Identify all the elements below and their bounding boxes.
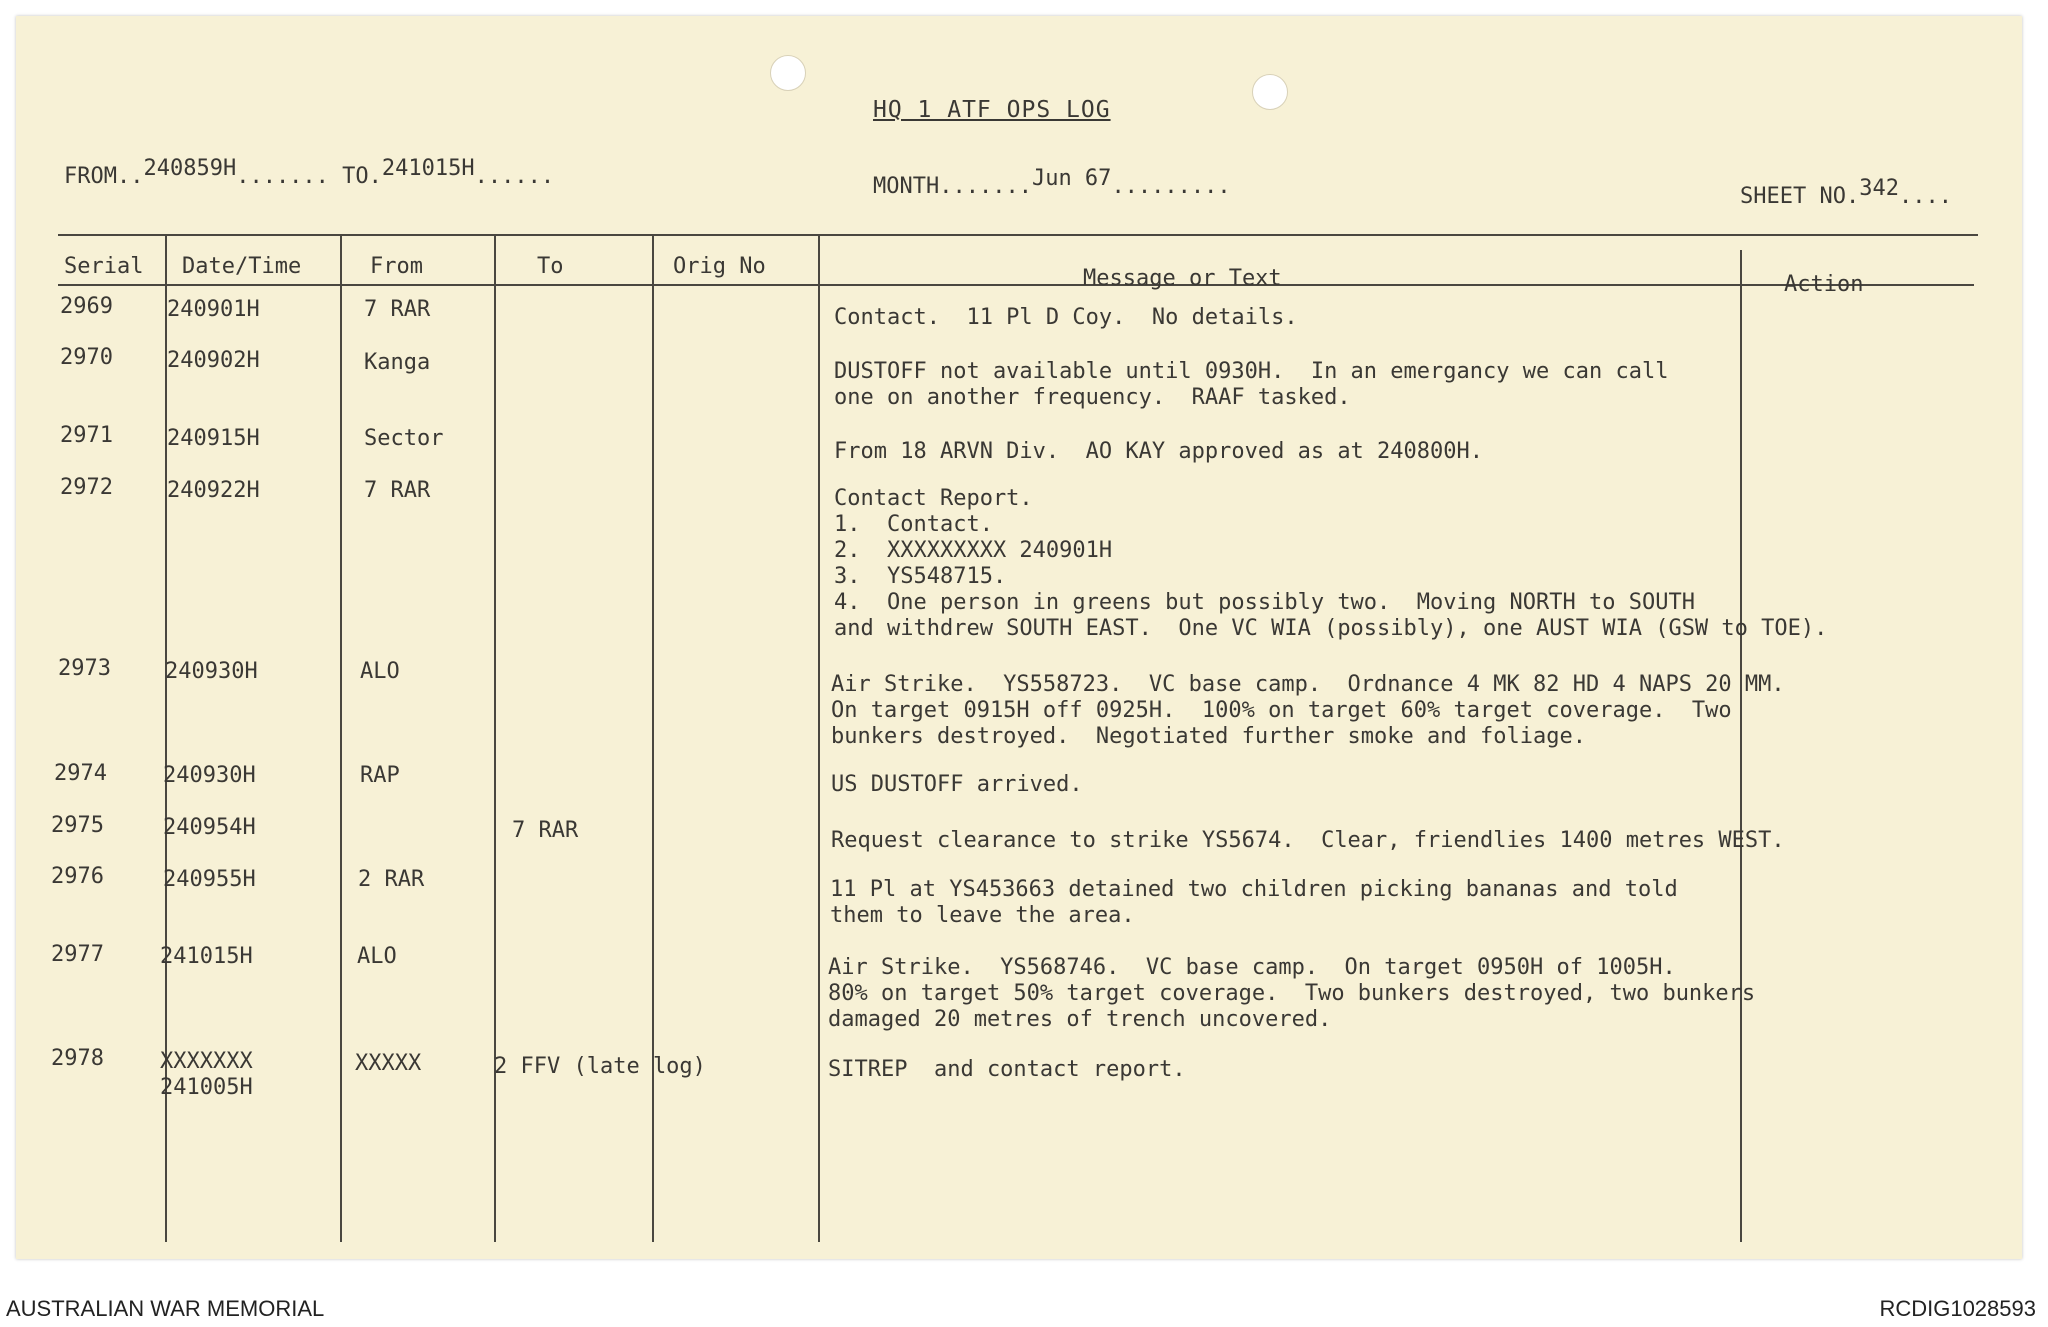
from-cell: ALO — [357, 944, 397, 969]
serial-cell: 2970 — [60, 345, 113, 370]
month-label: MONTH — [873, 174, 940, 199]
from-cell: 7 RAR — [364, 297, 431, 322]
log-title: HQ 1 ATF OPS LOG — [873, 97, 1111, 123]
datetime-cell: 240915H — [167, 426, 260, 451]
footer-credit: AUSTRALIAN WAR MEMORIAL — [6, 1296, 325, 1321]
from-cell: Sector — [364, 426, 444, 451]
message-cell: Request clearance to strike YS5674. Clear, friendlies 1400 metres WEST. — [831, 828, 1785, 853]
datetime-cell: 241015H — [160, 944, 253, 969]
from-value: 240859H — [143, 156, 237, 181]
column-header-orig: Orig No — [673, 254, 766, 279]
message-cell: Air Strike. YS568746. VC base camp. On target 0950H of 1005H. 80% on target 50% target coverage. Two bunkers destroyed, two bunkers damaged 20 metres of trench uncovered. — [828, 955, 1756, 1032]
serial-cell: 2978 — [51, 1046, 104, 1071]
from-cell: RAP — [360, 763, 400, 788]
from-cell: XXXXX — [355, 1051, 422, 1076]
serial-cell: 2969 — [60, 294, 113, 319]
from-cell: Kanga — [364, 350, 431, 375]
datetime-cell: 240955H — [163, 867, 256, 892]
from-field: FROM..240859H....... TO.241015H...... — [64, 156, 555, 189]
col-rule-to — [652, 234, 654, 1242]
to-value: 241015H — [381, 156, 475, 181]
message-cell: SITREP and contact report. — [828, 1057, 1186, 1082]
month-value: Jun 67 — [1031, 166, 1112, 191]
message-cell: US DUSTOFF arrived. — [831, 772, 1083, 797]
column-header-datetime: Date/Time — [182, 254, 302, 279]
footer-catalogue-id: RCDIG1028593 — [1879, 1296, 2036, 1321]
datetime-cell: 240930H — [165, 659, 258, 684]
message-cell: Contact Report. 1. Contact. 2. XXXXXXXXX 240901H 3. YS548715. 4. One person in greens but possibly two. Moving NORTH to SOUTH and withdrew SOUTH EAST. One VC WIA (possibly), one AUST WIA (GSW to TOE). — [834, 486, 1828, 641]
serial-cell: 2977 — [51, 942, 104, 967]
message-cell: 11 Pl at YS453663 detained two children picking bananas and told them to leave the area. — [830, 877, 1678, 928]
from-cell: 7 RAR — [364, 478, 431, 503]
column-header-from: From — [370, 254, 423, 279]
col-rule-orig — [818, 234, 820, 1242]
sheet-label: SHEET NO. — [1740, 184, 1860, 209]
serial-cell: 2976 — [51, 864, 104, 889]
to-label: TO — [342, 164, 369, 189]
serial-cell: 2975 — [51, 813, 104, 838]
punch-hole-left — [770, 55, 806, 91]
datetime-cell: 240922H — [167, 478, 260, 503]
sheet-field: SHEET NO.342.... — [1740, 176, 1952, 209]
serial-cell: 2971 — [60, 423, 113, 448]
datetime-cell: XXXXXXX 241005H — [160, 1049, 253, 1100]
datetime-cell: 240930H — [163, 763, 256, 788]
header-bottom-rule — [58, 284, 1974, 286]
message-cell: DUSTOFF not available until 0930H. In an emergancy we can call one on another frequency. RAAF tasked. — [834, 359, 1669, 410]
datetime-cell: 240954H — [163, 815, 256, 840]
from-cell: ALO — [360, 659, 400, 684]
col-rule-from — [494, 234, 496, 1242]
month-field: MONTH.......Jun 67......... — [873, 166, 1231, 199]
col-rule-datetime — [340, 234, 342, 1242]
message-cell: Contact. 11 Pl D Coy. No details. — [834, 305, 1298, 330]
serial-cell: 2974 — [54, 761, 107, 786]
datetime-cell: 240901H — [167, 297, 260, 322]
serial-cell: 2973 — [58, 656, 111, 681]
column-header-to: To — [537, 254, 564, 279]
from-cell: 2 RAR — [358, 867, 425, 892]
column-header-serial: Serial — [64, 254, 144, 279]
message-cell: Air Strike. YS558723. VC base camp. Ordnance 4 MK 82 HD 4 NAPS 20 MM. On target 0915H off 0925H. 100% on target 60% target coverage. Two bunkers destroyed. Negotiated further smoke and foliage. — [831, 672, 1785, 749]
sheet-value: 342 — [1859, 176, 1899, 201]
punch-hole-right — [1252, 74, 1288, 110]
table-top-rule — [58, 234, 1978, 236]
from-label: FROM — [64, 164, 117, 189]
column-header-message: Message or Text — [1083, 266, 1282, 291]
message-cell: From 18 ARVN Div. AO KAY approved as at 240800H. — [834, 439, 1484, 464]
column-header-action: Action — [1784, 272, 1864, 297]
datetime-cell: 240902H — [167, 348, 260, 373]
serial-cell: 2972 — [60, 475, 113, 500]
to-cell: 2 FFV (late log) — [494, 1054, 706, 1079]
to-cell: 7 RAR — [512, 818, 579, 843]
